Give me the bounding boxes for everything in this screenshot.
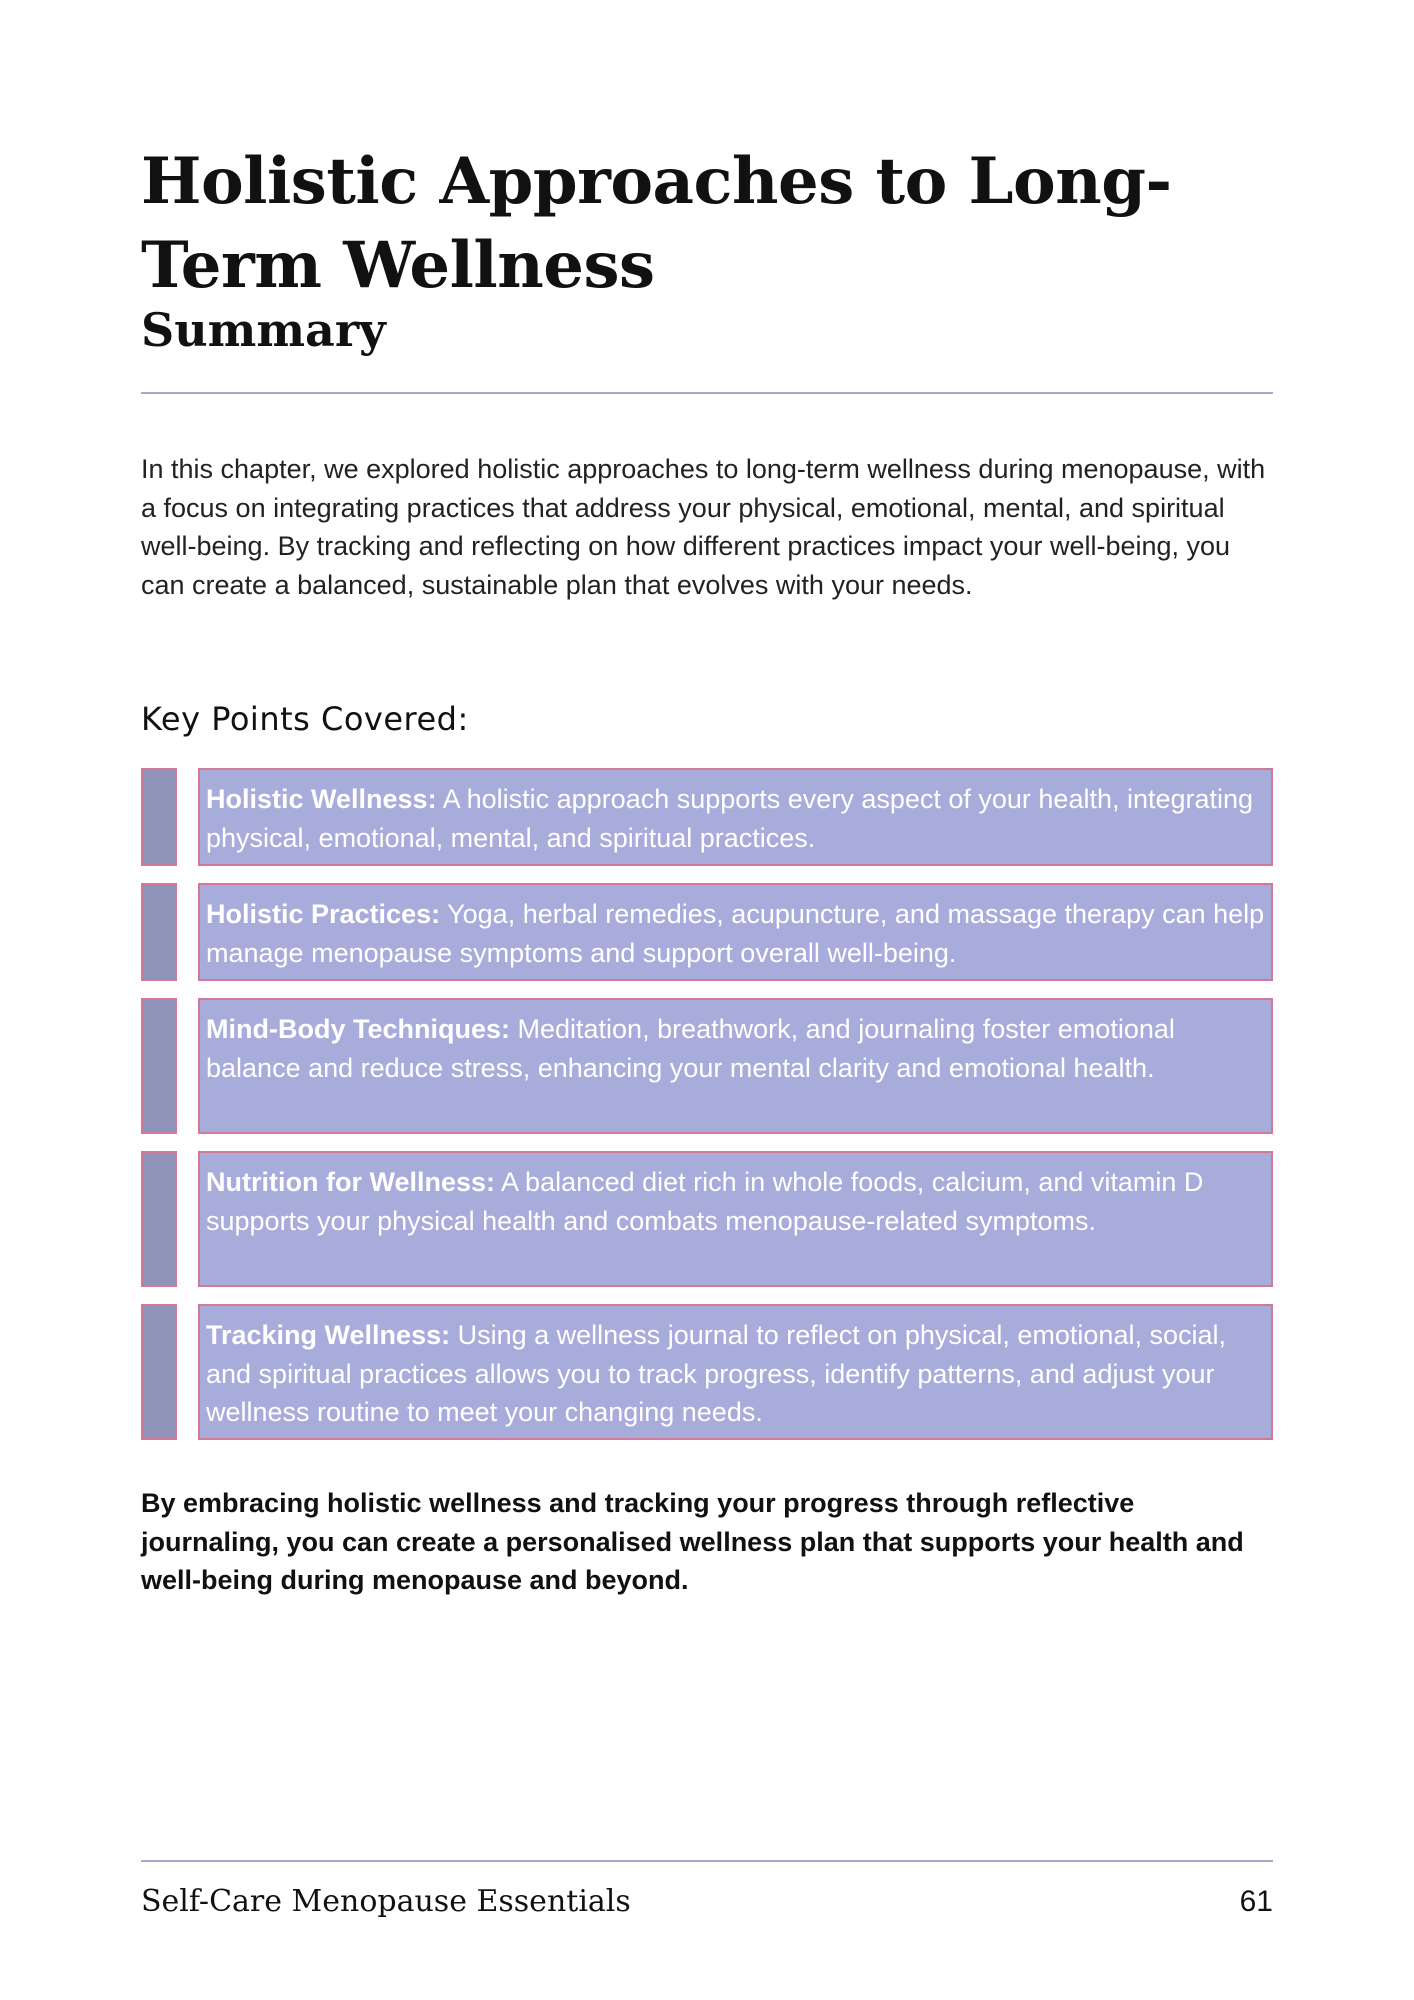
key-point-text: Yoga, herbal remedies, acupuncture, and massage therapy can help manage menopause symptoms and support overall well-being. [206,899,1265,968]
footer-book-title: Self-Care Menopause Essentials [141,1884,631,1919]
key-point-marker [141,883,177,981]
key-point-box [198,883,1273,981]
key-point-item [141,883,1273,981]
key-point-text: A holistic approach supports every aspect of your health, integrating physical, emotional, mental, and spiritual practices. [206,784,1254,853]
key-point-term: Tracking Wellness: [206,1320,451,1350]
key-point-text: Meditation, breathwork, and journaling foster emotional balance and reduce stress, enhancing your mental clarity and emotional health. [206,1014,1175,1083]
key-point-item [141,1304,1273,1440]
key-point-marker [141,1151,177,1287]
footer-divider [141,1860,1273,1862]
key-point-term: Holistic Wellness: [206,784,437,814]
key-points-heading: Key Points Covered: [141,700,469,738]
page-title: Holistic Approaches to Long-Term Wellness [141,144,1172,303]
key-point-text: A balanced diet rich in whole foods, calcium, and vitamin D supports your physical health and combats menopause-related symptoms. [206,1167,1204,1236]
key-point-box [198,998,1273,1134]
page-number: 61 [1239,1885,1273,1918]
key-point-text: Using a wellness journal to reflect on physical, emotional, social, and spiritual practices allows you to track progress, identify patterns, and adjust your wellness routine to meet your changing needs. [206,1320,1226,1427]
key-point-marker [141,768,177,866]
key-point-marker [141,998,177,1134]
intro-paragraph: In this chapter, we explored holistic approaches to long-term wellness during menopause, with a focus on integrating practices that address your physical, emotional, mental, and spiritual well-being. By tracking and reflecting on how different practices impact your well-being, you can create a balanced, sustainable plan that evolves with your needs. [141,454,1266,600]
closing-paragraph: By embracing holistic wellness and tracking your progress through reflective journaling, you can create a personalised wellness plan that supports your health and well-being during menopause and beyond. [141,1488,1244,1595]
key-point-box [198,1304,1273,1440]
key-point-term: Holistic Practices: [206,899,441,929]
key-point-marker [141,1304,177,1440]
key-point-box [198,1151,1273,1287]
key-point-term: Nutrition for Wellness: [206,1167,496,1197]
document-page [141,0,1273,2000]
key-point-item [141,768,1273,866]
key-point-item [141,998,1273,1134]
page-subtitle: Summary [141,303,386,357]
key-point-term: Mind-Body Techniques: [206,1014,510,1044]
key-point-box [198,768,1273,866]
header-divider [141,392,1273,394]
key-point-item [141,1151,1273,1287]
